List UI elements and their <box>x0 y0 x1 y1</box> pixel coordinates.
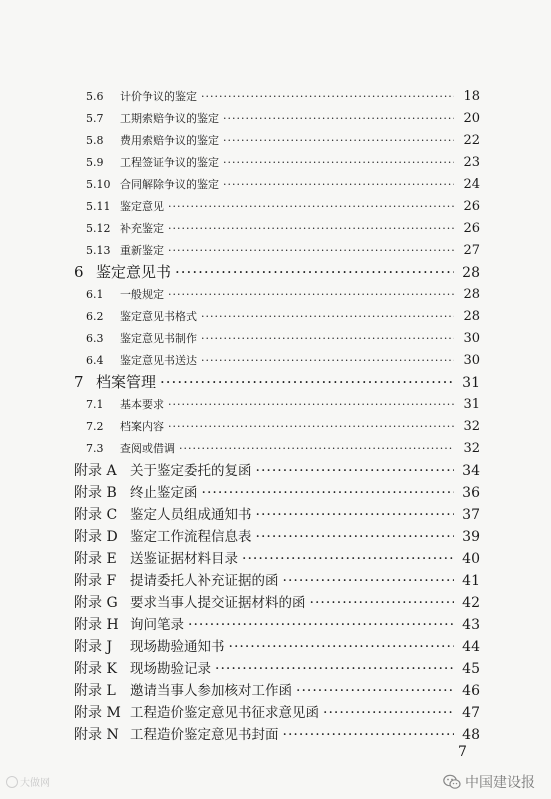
section-number: 6 <box>74 263 84 281</box>
entry-page: 31 <box>463 397 480 412</box>
toc-entry <box>0 396 551 412</box>
leader-dots <box>223 156 454 169</box>
leader-dots <box>201 354 454 367</box>
brand-name: 中国建设报 <box>465 775 535 791</box>
leader-dots <box>256 507 455 523</box>
leader-dots <box>223 112 454 125</box>
entry-title: 档案内容 <box>120 420 164 433</box>
appendix-page: 48 <box>462 727 480 743</box>
appendix-page: 43 <box>462 617 480 633</box>
toc-appendix <box>0 569 551 590</box>
entry-number: 6.2 <box>86 310 104 323</box>
toc-entry <box>0 220 551 236</box>
entry-page: 22 <box>463 133 480 148</box>
entry-title: 鉴定意见书送达 <box>120 354 197 367</box>
entry-page: 23 <box>463 155 480 170</box>
entry-page: 28 <box>463 309 480 324</box>
appendix-title: 现场勘验记录 <box>130 661 211 677</box>
appendix-page: 45 <box>462 661 480 677</box>
footer <box>0 770 551 799</box>
entry-number: 5.8 <box>86 134 104 147</box>
appendix-page: 46 <box>462 683 480 699</box>
leader-dots <box>310 595 455 611</box>
toc-appendix <box>0 481 551 502</box>
appendix-page: 36 <box>462 485 480 501</box>
entry-title: 补充鉴定 <box>120 222 164 235</box>
section-page: 31 <box>462 375 480 391</box>
appendix-title: 终止鉴定函 <box>130 485 198 501</box>
entry-page: 20 <box>463 111 480 126</box>
toc-appendix <box>0 635 551 656</box>
appendix-title: 现场勘验通知书 <box>130 639 225 655</box>
toc-appendix <box>0 679 551 700</box>
leader-dots <box>283 573 455 589</box>
entry-title: 工期索赔争议的鉴定 <box>120 112 219 125</box>
entry-title: 鉴定意见书格式 <box>120 310 197 323</box>
entry-title: 工程签证争议的鉴定 <box>120 156 219 169</box>
appendix-title: 工程造价鉴定意见书封面 <box>130 727 279 743</box>
appendix-title: 鉴定人员组成通知书 <box>130 507 252 523</box>
toc-appendix <box>0 701 551 722</box>
appendix-label: 附录 E <box>74 551 117 567</box>
leader-dots <box>160 373 454 391</box>
entry-number: 6.4 <box>86 354 104 367</box>
leader-dots <box>201 310 454 323</box>
page-number: 7 <box>458 744 467 760</box>
entry-page: 30 <box>463 353 480 368</box>
entry-title: 鉴定意见 <box>120 200 164 213</box>
leader-dots <box>323 705 454 721</box>
appendix-label: 附录 A <box>74 463 117 479</box>
entry-page: 32 <box>463 419 480 434</box>
appendix-label: 附录 N <box>74 727 119 743</box>
appendix-title: 提请委托人补充证据的函 <box>130 573 279 589</box>
toc-entry <box>0 308 551 324</box>
leader-dots <box>168 200 454 213</box>
leader-dots <box>283 727 455 743</box>
appendix-label: 附录 F <box>74 573 117 589</box>
entry-page: 30 <box>463 331 480 346</box>
section-title: 鉴定意见书 <box>96 263 172 281</box>
appendix-page: 44 <box>462 639 480 655</box>
leader-dots <box>168 398 454 411</box>
toc-appendix <box>0 503 551 524</box>
entry-page: 26 <box>463 199 480 214</box>
appendix-label: 附录 G <box>74 595 118 611</box>
appendix-title: 关于鉴定委托的复函 <box>130 463 252 479</box>
leader-dots <box>296 683 454 699</box>
entry-number: 6.1 <box>86 288 104 301</box>
entry-number: 5.11 <box>86 200 111 213</box>
leader-dots <box>168 420 454 433</box>
entry-number: 6.3 <box>86 332 104 345</box>
entry-number: 5.13 <box>86 244 111 257</box>
toc-entry <box>0 176 551 192</box>
entry-page: 28 <box>463 287 480 302</box>
appendix-title: 邀请当事人参加核对工作函 <box>130 683 292 699</box>
leader-dots <box>229 639 455 655</box>
toc-entry <box>0 154 551 170</box>
leader-dots <box>201 332 454 345</box>
toc-entry <box>0 198 551 214</box>
entry-page: 26 <box>463 221 480 236</box>
entry-number: 7.3 <box>86 442 104 455</box>
toc-entry <box>0 352 551 368</box>
toc-appendix <box>0 459 551 480</box>
entry-title: 重新鉴定 <box>120 244 164 257</box>
toc-appendix <box>0 591 551 612</box>
entry-number: 5.6 <box>86 90 104 103</box>
toc-appendix <box>0 547 551 568</box>
entry-title: 合同解除争议的鉴定 <box>120 178 219 191</box>
toc-appendix <box>0 525 551 546</box>
toc-entry <box>0 418 551 434</box>
leader-dots <box>223 178 454 191</box>
wechat-icon <box>443 774 461 790</box>
entry-number: 7.1 <box>86 398 104 411</box>
watermark <box>6 774 50 789</box>
toc-entry <box>0 110 551 126</box>
entry-number: 5.9 <box>86 156 104 169</box>
appendix-title: 要求当事人提交证据材料的函 <box>130 595 306 611</box>
appendix-title: 送鉴证据材料目录 <box>130 551 238 567</box>
appendix-page: 41 <box>462 573 480 589</box>
watermark-icon <box>6 776 18 788</box>
toc-section <box>0 261 551 282</box>
appendix-label: 附录 H <box>74 617 119 633</box>
toc-entry <box>0 88 551 104</box>
brand-signature <box>443 772 535 792</box>
entry-title: 基本要求 <box>120 398 164 411</box>
appendix-label: 附录 J <box>74 639 113 655</box>
toc-entry <box>0 440 551 456</box>
watermark-text: 大做网 <box>20 778 50 789</box>
leader-dots <box>179 442 454 455</box>
toc-appendix <box>0 657 551 678</box>
toc-entry <box>0 286 551 302</box>
entry-page: 24 <box>463 177 480 192</box>
toc-entry <box>0 330 551 346</box>
entry-number: 5.10 <box>86 178 111 191</box>
leader-dots <box>175 263 454 281</box>
appendix-page: 40 <box>462 551 480 567</box>
appendix-label: 附录 K <box>74 661 117 677</box>
entry-number: 5.7 <box>86 112 104 125</box>
appendix-page: 47 <box>462 705 480 721</box>
entry-title: 费用索赔争议的鉴定 <box>120 134 219 147</box>
toc-appendix <box>0 723 551 744</box>
toc-section <box>0 371 551 392</box>
toc-entry <box>0 242 551 258</box>
entry-page: 32 <box>463 441 480 456</box>
entry-title: 鉴定意见书制作 <box>120 332 197 345</box>
appendix-page: 39 <box>462 529 480 545</box>
leader-dots <box>188 617 454 633</box>
leader-dots <box>242 551 454 567</box>
appendix-label: 附录 C <box>74 507 118 523</box>
appendix-label: 附录 D <box>74 529 118 545</box>
entry-number: 7.2 <box>86 420 104 433</box>
section-title: 档案管理 <box>96 373 157 391</box>
entry-title: 查阅或借调 <box>120 442 175 455</box>
leader-dots <box>201 90 454 103</box>
appendix-label: 附录 M <box>74 705 121 721</box>
entry-page: 18 <box>463 89 480 104</box>
entry-number: 5.12 <box>86 222 111 235</box>
leader-dots <box>168 222 454 235</box>
appendix-page: 42 <box>462 595 480 611</box>
leader-dots <box>223 134 454 147</box>
appendix-label: 附录 L <box>74 683 116 699</box>
section-number: 7 <box>74 373 84 391</box>
leader-dots <box>256 463 455 479</box>
toc-appendix <box>0 613 551 634</box>
leader-dots <box>202 485 455 501</box>
leader-dots <box>168 244 454 257</box>
appendix-page: 37 <box>462 507 480 523</box>
appendix-title: 鉴定工作流程信息表 <box>130 529 252 545</box>
toc-entry <box>0 132 551 148</box>
entry-title: 计价争议的鉴定 <box>120 90 197 103</box>
entry-title: 一般规定 <box>120 288 164 301</box>
appendix-title: 询问笔录 <box>130 617 184 633</box>
leader-dots <box>168 288 454 301</box>
leader-dots <box>256 529 455 545</box>
appendix-label: 附录 B <box>74 485 117 501</box>
appendix-page: 34 <box>462 463 480 479</box>
leader-dots <box>215 661 454 677</box>
entry-page: 27 <box>463 243 480 258</box>
appendix-title: 工程造价鉴定意见书征求意见函 <box>130 705 319 721</box>
section-page: 28 <box>462 265 480 281</box>
